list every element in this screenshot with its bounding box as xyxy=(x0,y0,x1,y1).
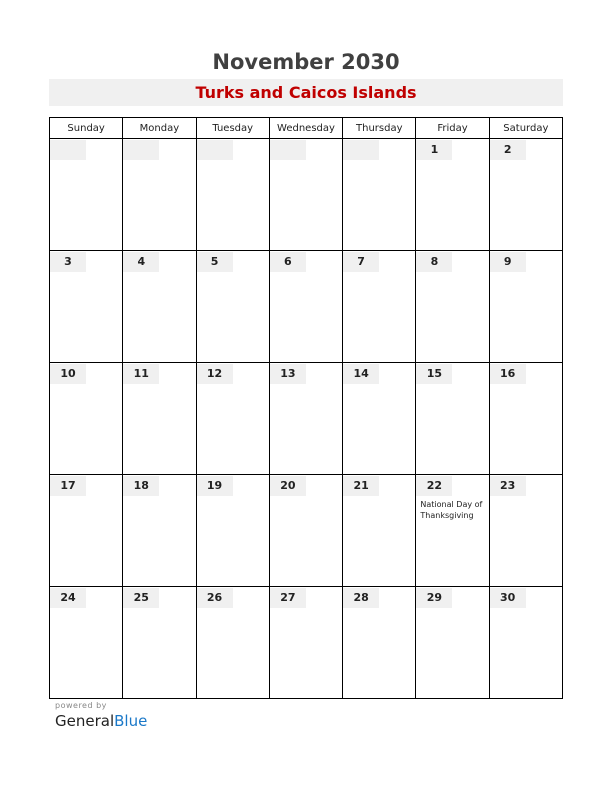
day-cell xyxy=(416,363,489,475)
day-cell xyxy=(343,475,416,587)
day-number: 19 xyxy=(197,476,233,496)
day-number: 29 xyxy=(416,588,452,608)
day-number: 27 xyxy=(270,588,306,608)
weekday-friday: Friday xyxy=(416,118,489,139)
brand-blue: Blue xyxy=(114,712,148,730)
day-cell xyxy=(50,363,123,475)
day-number: 5 xyxy=(197,252,233,272)
day-cell xyxy=(196,363,269,475)
day-number: 21 xyxy=(343,476,379,496)
day-cell xyxy=(269,251,342,363)
day-number: 28 xyxy=(343,588,379,608)
weekday-saturday: Saturday xyxy=(489,118,562,139)
day-cell xyxy=(343,251,416,363)
weekday-wednesday: Wednesday xyxy=(269,118,342,139)
weekday-tuesday: Tuesday xyxy=(196,118,269,139)
day-number: 4 xyxy=(123,252,159,272)
day-cell xyxy=(489,587,562,699)
day-cell xyxy=(416,251,489,363)
week-row xyxy=(50,363,563,475)
day-cell xyxy=(50,475,123,587)
day-cell xyxy=(489,363,562,475)
day-cell xyxy=(269,363,342,475)
page-title: November 2030 xyxy=(212,50,400,74)
day-number xyxy=(270,140,306,160)
day-cell xyxy=(196,251,269,363)
day-number: 2 xyxy=(490,140,526,160)
day-number: 10 xyxy=(50,364,86,384)
day-cell xyxy=(123,363,196,475)
day-cell xyxy=(50,251,123,363)
weekday-sunday: Sunday xyxy=(50,118,123,139)
day-cell xyxy=(343,587,416,699)
day-cell xyxy=(269,475,342,587)
day-cell xyxy=(343,363,416,475)
day-number: 17 xyxy=(50,476,86,496)
day-cell xyxy=(123,139,196,251)
week-row xyxy=(50,587,563,699)
day-number: 22 xyxy=(416,476,452,496)
day-number xyxy=(343,140,379,160)
day-cell xyxy=(196,587,269,699)
day-cell xyxy=(416,139,489,251)
weekday-thursday: Thursday xyxy=(343,118,416,139)
day-cell xyxy=(269,587,342,699)
day-number xyxy=(123,140,159,160)
day-number: 26 xyxy=(197,588,233,608)
day-number: 7 xyxy=(343,252,379,272)
day-number: 25 xyxy=(123,588,159,608)
day-cell xyxy=(343,139,416,251)
day-number xyxy=(197,140,233,160)
day-number: 12 xyxy=(197,364,233,384)
day-number xyxy=(50,140,86,160)
day-number: 15 xyxy=(416,364,452,384)
week-row xyxy=(50,475,563,587)
day-number: 6 xyxy=(270,252,306,272)
day-cell xyxy=(196,475,269,587)
day-cell xyxy=(489,251,562,363)
day-number: 30 xyxy=(490,588,526,608)
day-number: 11 xyxy=(123,364,159,384)
day-cell xyxy=(123,251,196,363)
day-number: 20 xyxy=(270,476,306,496)
day-cell xyxy=(489,139,562,251)
day-number: 13 xyxy=(270,364,306,384)
month-calendar xyxy=(49,117,563,699)
day-number: 23 xyxy=(490,476,526,496)
day-cell xyxy=(196,139,269,251)
day-cell xyxy=(489,475,562,587)
generalblue-logo[interactable] xyxy=(55,712,147,730)
day-number: 3 xyxy=(50,252,86,272)
day-cell xyxy=(50,587,123,699)
day-number: 8 xyxy=(416,252,452,272)
day-cell xyxy=(50,139,123,251)
country-banner xyxy=(49,79,563,106)
day-cell-holiday xyxy=(416,475,489,587)
day-number: 16 xyxy=(490,364,526,384)
day-cell xyxy=(269,139,342,251)
day-number: 18 xyxy=(123,476,159,496)
holiday-label: National Day of Thanksgiving xyxy=(420,500,483,520)
day-cell xyxy=(123,475,196,587)
day-number: 1 xyxy=(416,140,452,160)
footer-branding xyxy=(55,701,147,730)
day-cell xyxy=(416,587,489,699)
brand-general: General xyxy=(55,712,115,730)
country-name: Turks and Caicos Islands xyxy=(195,83,417,102)
day-cell xyxy=(123,587,196,699)
day-number: 24 xyxy=(50,588,86,608)
day-number: 14 xyxy=(343,364,379,384)
week-row xyxy=(50,139,563,251)
weekday-monday: Monday xyxy=(123,118,196,139)
week-row xyxy=(50,251,563,363)
powered-by-label: powered by xyxy=(55,701,107,710)
weekday-header-row xyxy=(50,118,563,139)
day-number: 9 xyxy=(490,252,526,272)
